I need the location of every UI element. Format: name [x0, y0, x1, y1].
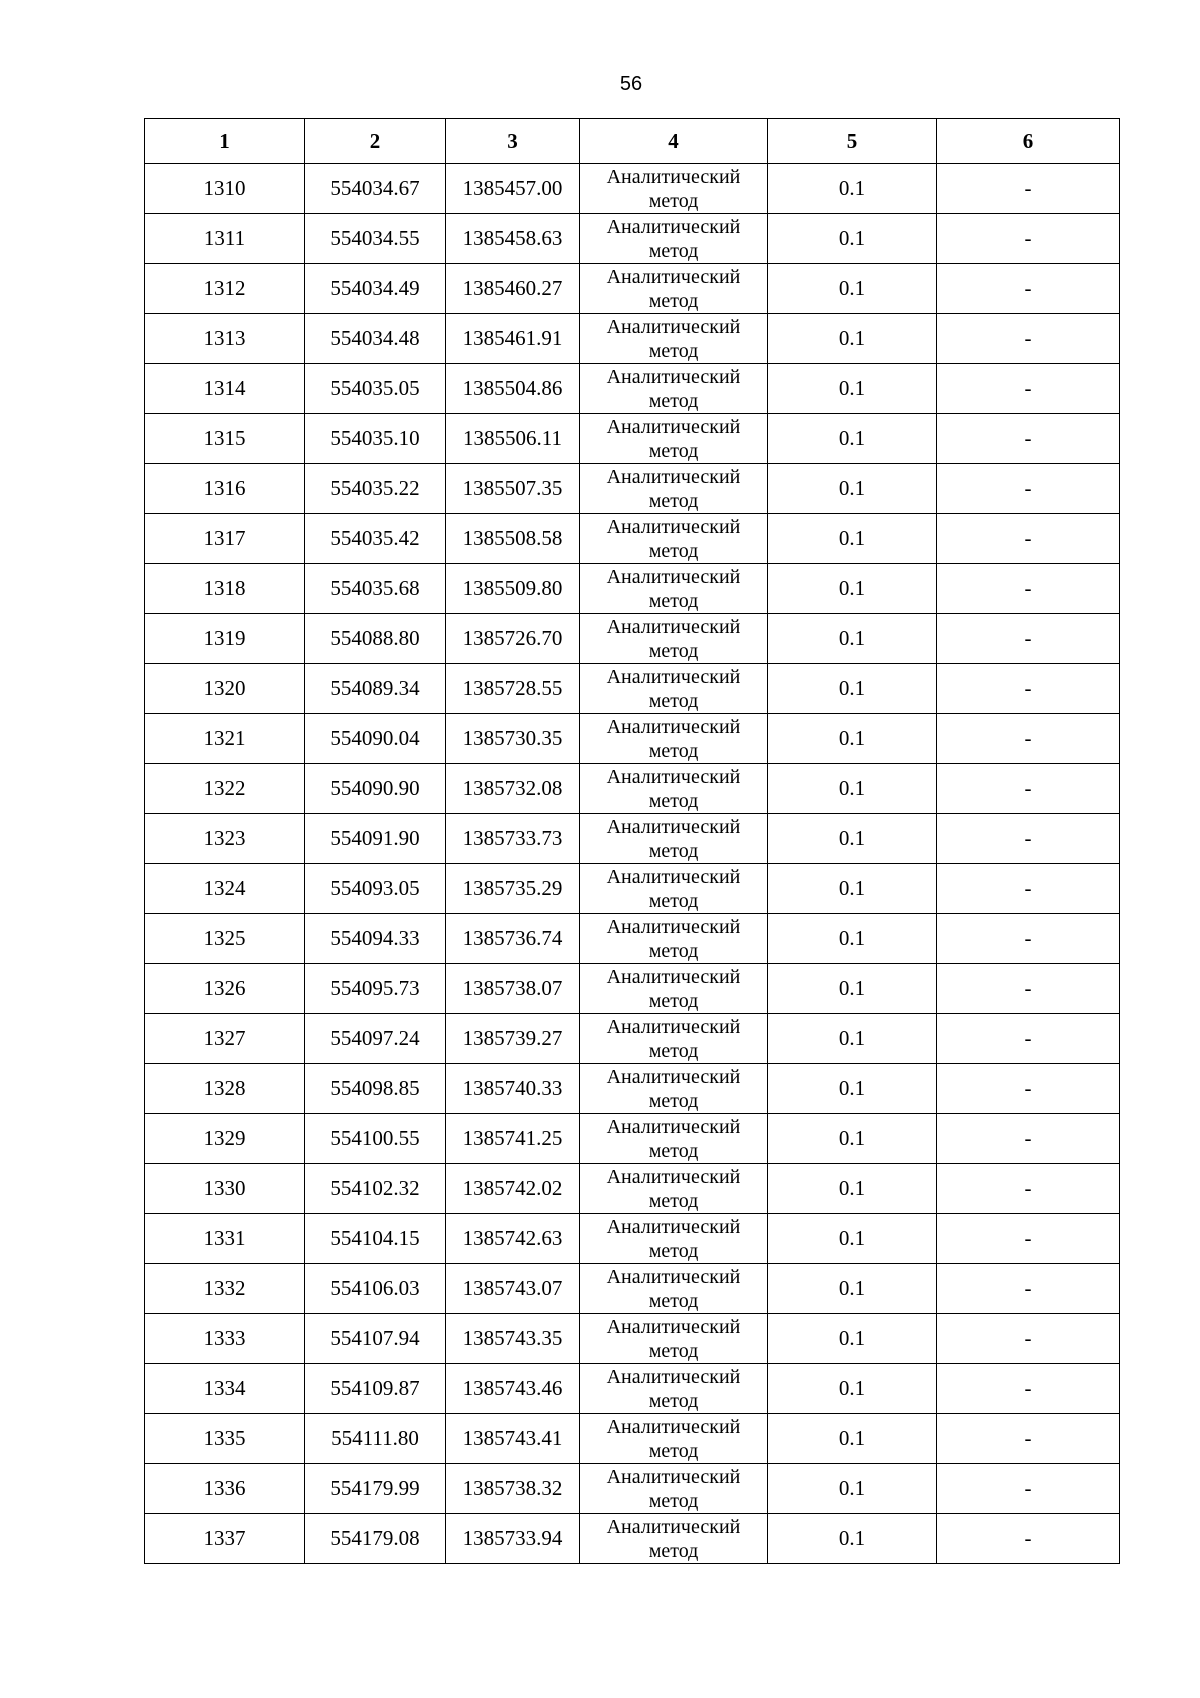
x-coordinate-cell: 554090.04	[305, 714, 446, 764]
note-cell: -	[937, 314, 1120, 364]
method-cell	[580, 564, 768, 614]
method-line-2: метод	[648, 389, 699, 412]
note-cell: -	[937, 1164, 1120, 1214]
method-line-2: метод	[648, 1439, 699, 1462]
x-coordinate-cell: 554034.55	[305, 214, 446, 264]
y-coordinate-cell: 1385743.46	[446, 1364, 580, 1414]
method-cell	[580, 314, 768, 364]
note-cell: -	[937, 1064, 1120, 1114]
point-number-cell: 1314	[145, 364, 305, 414]
method-cell	[580, 1114, 768, 1164]
note-cell: -	[937, 414, 1120, 464]
method-line-1: Аналитический	[606, 665, 741, 688]
point-number-cell: 1320	[145, 664, 305, 714]
point-number-cell: 1322	[145, 764, 305, 814]
method-line-1: Аналитический	[606, 515, 741, 538]
table-row	[145, 564, 1120, 614]
note-cell: -	[937, 1364, 1120, 1414]
point-number-cell: 1337	[145, 1514, 305, 1564]
method-line-1: Аналитический	[606, 765, 741, 788]
y-coordinate-cell: 1385458.63	[446, 214, 580, 264]
method-cell	[580, 214, 768, 264]
method-line-1: Аналитический	[606, 465, 741, 488]
point-number-cell: 1334	[145, 1364, 305, 1414]
x-coordinate-cell: 554100.55	[305, 1114, 446, 1164]
y-coordinate-cell: 1385506.11	[446, 414, 580, 464]
y-coordinate-cell: 1385733.73	[446, 814, 580, 864]
method-line-1: Аналитический	[606, 1165, 741, 1188]
point-number-cell: 1315	[145, 414, 305, 464]
table-row	[145, 1214, 1120, 1264]
y-coordinate-cell: 1385732.08	[446, 764, 580, 814]
method-line-2: метод	[648, 289, 699, 312]
y-coordinate-cell: 1385735.29	[446, 864, 580, 914]
y-coordinate-cell: 1385742.02	[446, 1164, 580, 1214]
table-row	[145, 714, 1120, 764]
table-body	[145, 164, 1120, 1564]
column-header-3: 3	[446, 119, 580, 164]
accuracy-cell: 0.1	[768, 664, 937, 714]
point-number-cell: 1336	[145, 1464, 305, 1514]
note-cell: -	[937, 164, 1120, 214]
point-number-cell: 1310	[145, 164, 305, 214]
point-number-cell: 1321	[145, 714, 305, 764]
method-line-1: Аналитический	[606, 615, 741, 638]
x-coordinate-cell: 554034.49	[305, 264, 446, 314]
column-header-4: 4	[580, 119, 768, 164]
point-number-cell: 1327	[145, 1014, 305, 1064]
method-line-1: Аналитический	[606, 1415, 741, 1438]
point-number-cell: 1323	[145, 814, 305, 864]
method-line-1: Аналитический	[606, 965, 741, 988]
accuracy-cell: 0.1	[768, 1414, 937, 1464]
point-number-cell: 1326	[145, 964, 305, 1014]
method-line-2: метод	[648, 539, 699, 562]
note-cell: -	[937, 964, 1120, 1014]
note-cell: -	[937, 764, 1120, 814]
table-row	[145, 1064, 1120, 1114]
y-coordinate-cell: 1385461.91	[446, 314, 580, 364]
point-number-cell: 1335	[145, 1414, 305, 1464]
point-number-cell: 1318	[145, 564, 305, 614]
method-line-2: метод	[648, 689, 699, 712]
method-line-2: метод	[648, 1189, 699, 1212]
x-coordinate-cell: 554090.90	[305, 764, 446, 814]
accuracy-cell: 0.1	[768, 1364, 937, 1414]
table-row	[145, 1114, 1120, 1164]
table-row	[145, 164, 1120, 214]
method-line-2: метод	[648, 1489, 699, 1512]
point-number-cell: 1311	[145, 214, 305, 264]
y-coordinate-cell: 1385507.35	[446, 464, 580, 514]
accuracy-cell: 0.1	[768, 1264, 937, 1314]
accuracy-cell: 0.1	[768, 414, 937, 464]
method-line-2: метод	[648, 1039, 699, 1062]
method-cell	[580, 914, 768, 964]
method-line-2: метод	[648, 739, 699, 762]
y-coordinate-cell: 1385736.74	[446, 914, 580, 964]
table-row	[145, 1414, 1120, 1464]
method-line-1: Аналитический	[606, 565, 741, 588]
y-coordinate-cell: 1385738.32	[446, 1464, 580, 1514]
method-line-1: Аналитический	[606, 1265, 741, 1288]
column-header-5: 5	[768, 119, 937, 164]
x-coordinate-cell: 554034.48	[305, 314, 446, 364]
note-cell: -	[937, 1314, 1120, 1364]
method-line-2: метод	[648, 239, 699, 262]
accuracy-cell: 0.1	[768, 1114, 937, 1164]
note-cell: -	[937, 1014, 1120, 1064]
method-line-1: Аналитический	[606, 715, 741, 738]
method-line-1: Аналитический	[606, 815, 741, 838]
column-header-2: 2	[305, 119, 446, 164]
table-row	[145, 364, 1120, 414]
accuracy-cell: 0.1	[768, 864, 937, 914]
note-cell: -	[937, 564, 1120, 614]
method-cell	[580, 864, 768, 914]
table-row	[145, 1014, 1120, 1064]
point-number-cell: 1312	[145, 264, 305, 314]
x-coordinate-cell: 554035.05	[305, 364, 446, 414]
table-row	[145, 664, 1120, 714]
method-line-1: Аналитический	[606, 1515, 741, 1538]
method-line-2: метод	[648, 789, 699, 812]
table-row	[145, 614, 1120, 664]
x-coordinate-cell: 554106.03	[305, 1264, 446, 1314]
note-cell: -	[937, 864, 1120, 914]
accuracy-cell: 0.1	[768, 1214, 937, 1264]
accuracy-cell: 0.1	[768, 214, 937, 264]
table-row	[145, 264, 1120, 314]
accuracy-cell: 0.1	[768, 714, 937, 764]
note-cell: -	[937, 514, 1120, 564]
method-line-1: Аналитический	[606, 1315, 741, 1338]
column-header-6: 6	[937, 119, 1120, 164]
y-coordinate-cell: 1385457.00	[446, 164, 580, 214]
accuracy-cell: 0.1	[768, 764, 937, 814]
table-row	[145, 814, 1120, 864]
table-row	[145, 914, 1120, 964]
method-line-2: метод	[648, 639, 699, 662]
point-number-cell: 1332	[145, 1264, 305, 1314]
note-cell: -	[937, 664, 1120, 714]
x-coordinate-cell: 554088.80	[305, 614, 446, 664]
method-line-2: метод	[648, 1289, 699, 1312]
table-row	[145, 1464, 1120, 1514]
y-coordinate-cell: 1385504.86	[446, 364, 580, 414]
x-coordinate-cell: 554091.90	[305, 814, 446, 864]
note-cell: -	[937, 364, 1120, 414]
table-row	[145, 414, 1120, 464]
y-coordinate-cell: 1385743.07	[446, 1264, 580, 1314]
accuracy-cell: 0.1	[768, 164, 937, 214]
accuracy-cell: 0.1	[768, 364, 937, 414]
y-coordinate-cell: 1385740.33	[446, 1064, 580, 1114]
method-line-1: Аналитический	[606, 365, 741, 388]
method-cell	[580, 714, 768, 764]
table-row	[145, 1164, 1120, 1214]
method-line-1: Аналитический	[606, 415, 741, 438]
method-line-1: Аналитический	[606, 1465, 741, 1488]
page-number: 56	[619, 73, 643, 95]
x-coordinate-cell: 554111.80	[305, 1414, 446, 1464]
table-row	[145, 864, 1120, 914]
method-cell	[580, 364, 768, 414]
x-coordinate-cell: 554089.34	[305, 664, 446, 714]
accuracy-cell: 0.1	[768, 964, 937, 1014]
y-coordinate-cell: 1385739.27	[446, 1014, 580, 1064]
method-line-2: метод	[648, 1339, 699, 1362]
method-line-2: метод	[648, 939, 699, 962]
note-cell: -	[937, 1514, 1120, 1564]
x-coordinate-cell: 554034.67	[305, 164, 446, 214]
x-coordinate-cell: 554097.24	[305, 1014, 446, 1064]
method-cell	[580, 814, 768, 864]
table-row	[145, 1514, 1120, 1564]
point-number-cell: 1313	[145, 314, 305, 364]
x-coordinate-cell: 554035.10	[305, 414, 446, 464]
accuracy-cell: 0.1	[768, 314, 937, 364]
y-coordinate-cell: 1385730.35	[446, 714, 580, 764]
method-line-1: Аналитический	[606, 865, 741, 888]
method-cell	[580, 1414, 768, 1464]
method-line-2: метод	[648, 1389, 699, 1412]
note-cell: -	[937, 1264, 1120, 1314]
y-coordinate-cell: 1385733.94	[446, 1514, 580, 1564]
point-number-cell: 1328	[145, 1064, 305, 1114]
table-row	[145, 314, 1120, 364]
y-coordinate-cell: 1385742.63	[446, 1214, 580, 1264]
x-coordinate-cell: 554035.68	[305, 564, 446, 614]
x-coordinate-cell: 554093.05	[305, 864, 446, 914]
table-header-row	[145, 119, 1120, 164]
table-row	[145, 214, 1120, 264]
accuracy-cell: 0.1	[768, 514, 937, 564]
method-line-2: метод	[648, 1539, 699, 1562]
method-cell	[580, 464, 768, 514]
table-row	[145, 464, 1120, 514]
point-number-cell: 1331	[145, 1214, 305, 1264]
method-cell	[580, 964, 768, 1014]
method-cell	[580, 1264, 768, 1314]
method-cell	[580, 1214, 768, 1264]
note-cell: -	[937, 1214, 1120, 1264]
x-coordinate-cell: 554102.32	[305, 1164, 446, 1214]
method-cell	[580, 414, 768, 464]
method-cell	[580, 1514, 768, 1564]
method-cell	[580, 614, 768, 664]
table-row	[145, 1264, 1120, 1314]
method-line-2: метод	[648, 839, 699, 862]
point-number-cell: 1316	[145, 464, 305, 514]
accuracy-cell: 0.1	[768, 464, 937, 514]
point-number-cell: 1324	[145, 864, 305, 914]
note-cell: -	[937, 264, 1120, 314]
point-number-cell: 1333	[145, 1314, 305, 1364]
accuracy-cell: 0.1	[768, 1464, 937, 1514]
point-number-cell: 1319	[145, 614, 305, 664]
y-coordinate-cell: 1385726.70	[446, 614, 580, 664]
method-line-2: метод	[648, 339, 699, 362]
method-line-2: метод	[648, 189, 699, 212]
method-line-2: метод	[648, 1089, 699, 1112]
accuracy-cell: 0.1	[768, 814, 937, 864]
table-row	[145, 514, 1120, 564]
note-cell: -	[937, 614, 1120, 664]
method-line-2: метод	[648, 889, 699, 912]
method-cell	[580, 1014, 768, 1064]
x-coordinate-cell: 554179.99	[305, 1464, 446, 1514]
method-cell	[580, 1314, 768, 1364]
x-coordinate-cell: 554104.15	[305, 1214, 446, 1264]
method-line-2: метод	[648, 1239, 699, 1262]
method-line-2: метод	[648, 1139, 699, 1162]
note-cell: -	[937, 814, 1120, 864]
x-coordinate-cell: 554179.08	[305, 1514, 446, 1564]
method-line-2: метод	[648, 989, 699, 1012]
note-cell: -	[937, 1464, 1120, 1514]
note-cell: -	[937, 464, 1120, 514]
method-line-1: Аналитический	[606, 165, 741, 188]
x-coordinate-cell: 554035.22	[305, 464, 446, 514]
method-line-1: Аналитический	[606, 215, 741, 238]
method-cell	[580, 1164, 768, 1214]
method-cell	[580, 1064, 768, 1114]
method-cell	[580, 514, 768, 564]
coordinates-table	[144, 118, 1120, 1564]
note-cell: -	[937, 1114, 1120, 1164]
note-cell: -	[937, 914, 1120, 964]
y-coordinate-cell: 1385743.35	[446, 1314, 580, 1364]
method-line-2: метод	[648, 489, 699, 512]
table-row	[145, 964, 1120, 1014]
x-coordinate-cell: 554109.87	[305, 1364, 446, 1414]
point-number-cell: 1325	[145, 914, 305, 964]
y-coordinate-cell: 1385738.07	[446, 964, 580, 1014]
accuracy-cell: 0.1	[768, 1314, 937, 1364]
x-coordinate-cell: 554098.85	[305, 1064, 446, 1114]
method-cell	[580, 1464, 768, 1514]
accuracy-cell: 0.1	[768, 1064, 937, 1114]
method-line-1: Аналитический	[606, 1365, 741, 1388]
table-row	[145, 1314, 1120, 1364]
table-row	[145, 1364, 1120, 1414]
column-header-1: 1	[145, 119, 305, 164]
note-cell: -	[937, 1414, 1120, 1464]
method-line-1: Аналитический	[606, 265, 741, 288]
method-cell	[580, 264, 768, 314]
method-line-1: Аналитический	[606, 915, 741, 938]
method-cell	[580, 764, 768, 814]
method-line-2: метод	[648, 589, 699, 612]
method-line-1: Аналитический	[606, 1115, 741, 1138]
note-cell: -	[937, 214, 1120, 264]
accuracy-cell: 0.1	[768, 614, 937, 664]
x-coordinate-cell: 554094.33	[305, 914, 446, 964]
method-cell	[580, 164, 768, 214]
y-coordinate-cell: 1385508.58	[446, 514, 580, 564]
y-coordinate-cell: 1385741.25	[446, 1114, 580, 1164]
note-cell: -	[937, 714, 1120, 764]
x-coordinate-cell: 554095.73	[305, 964, 446, 1014]
point-number-cell: 1330	[145, 1164, 305, 1214]
point-number-cell: 1317	[145, 514, 305, 564]
x-coordinate-cell: 554035.42	[305, 514, 446, 564]
y-coordinate-cell: 1385743.41	[446, 1414, 580, 1464]
point-number-cell: 1329	[145, 1114, 305, 1164]
method-line-2: метод	[648, 439, 699, 462]
accuracy-cell: 0.1	[768, 1014, 937, 1064]
table-row	[145, 764, 1120, 814]
method-line-1: Аналитический	[606, 1015, 741, 1038]
accuracy-cell: 0.1	[768, 264, 937, 314]
method-line-1: Аналитический	[606, 1065, 741, 1088]
method-line-1: Аналитический	[606, 1215, 741, 1238]
accuracy-cell: 0.1	[768, 914, 937, 964]
y-coordinate-cell: 1385460.27	[446, 264, 580, 314]
method-cell	[580, 664, 768, 714]
method-line-1: Аналитический	[606, 315, 741, 338]
accuracy-cell: 0.1	[768, 1514, 937, 1564]
accuracy-cell: 0.1	[768, 1164, 937, 1214]
x-coordinate-cell: 554107.94	[305, 1314, 446, 1364]
y-coordinate-cell: 1385728.55	[446, 664, 580, 714]
y-coordinate-cell: 1385509.80	[446, 564, 580, 614]
accuracy-cell: 0.1	[768, 564, 937, 614]
method-cell	[580, 1364, 768, 1414]
